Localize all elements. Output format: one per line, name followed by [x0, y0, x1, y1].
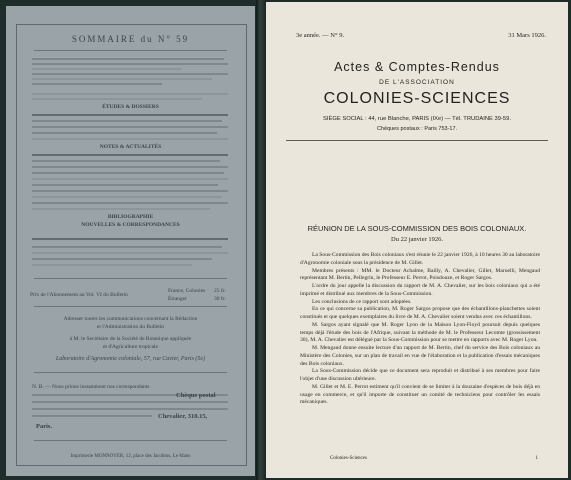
divider — [286, 140, 548, 141]
printer-line: Imprimerie MONNOYER, 12, place des Jacobins, Le Mans — [70, 454, 191, 459]
toc-line — [32, 83, 162, 85]
page-number: 1 — [535, 456, 538, 461]
left-page-contents — [6, 6, 255, 476]
toc-line — [32, 68, 182, 70]
postal-cheque: Chèques postaux : Paris 753-17. — [376, 126, 458, 132]
page-frame — [16, 24, 247, 466]
toc-line — [32, 126, 228, 128]
section-heading: NOTES & ACTUALITÉS — [99, 144, 162, 150]
masthead-subtitle: DE L'ASSOCIATION — [379, 79, 455, 86]
toc-line — [32, 190, 228, 192]
subscription-label: Prix de l'Abonnement au Vol. VI du Bulletin — [30, 292, 128, 298]
toc-line — [32, 252, 228, 254]
subscription-foreign: Étranger — [168, 296, 187, 302]
toc-line — [32, 172, 224, 174]
paragraph: Les conclusions de ce rapport sont adoptées. — [312, 298, 412, 305]
toc-line — [32, 184, 218, 186]
toc-line — [32, 178, 228, 180]
toc-line — [32, 160, 220, 162]
address-line: à M. le Secrétaire de la Société de Botanique appliquée — [69, 336, 192, 342]
nb-note: N. B. — Nous prions instamment nos correspondants — [32, 384, 150, 390]
book-binding — [256, 0, 266, 480]
toc-line — [32, 78, 212, 80]
section-title: RÉUNION DE LA SOUS-COMMISSION DES BOIS COLONIAUX. — [307, 224, 527, 233]
text-line — [32, 401, 228, 403]
cheque-name: Chevalier, 310.15, — [158, 413, 208, 420]
masthead-title: Actes & Comptes-Rendus — [334, 60, 500, 74]
contents-title: SOMMAIRE du N° 59 — [71, 34, 190, 44]
toc-line — [32, 202, 228, 204]
toc-line — [32, 73, 228, 75]
toc-line — [32, 98, 202, 100]
footer-journal: Colonies-Sciences — [330, 456, 367, 461]
address-line: Adresser toutes les communications concernant la Rédaction — [63, 316, 198, 322]
toc-line — [32, 196, 222, 198]
toc-line — [32, 208, 210, 210]
section-heading: BIBLIOGRAPHIE — [107, 214, 154, 220]
article-body — [300, 252, 540, 407]
paragraph: M. Gillet et M. E. Perrot estiment qu'il convient de se limiter à la douzaine d'espèces de bois déjà en usage en commerce, et qu'il importe de constituer un comité de techniciens pour contrôler les essais mécaniques. — [300, 383, 540, 406]
right-page — [266, 2, 568, 478]
paragraph: La Sous-Commission décide que ce document sera reproduit et distribué à ses membres pour faire l'objet d'une discussion ultérieure. — [300, 368, 540, 382]
divider — [34, 278, 227, 279]
divider — [34, 372, 227, 373]
subscription-france-price: 25 fr. — [214, 288, 226, 294]
issue-date: 31 Mars 1926. — [508, 32, 546, 39]
cheque-city: Paris. — [36, 423, 53, 430]
section-heading: NOUVELLES & CORRESPONDANCES — [81, 222, 180, 228]
toc-line — [32, 58, 224, 60]
masthead-association: COLONIES-SCIENCES — [323, 90, 511, 107]
address-line: et d'Agriculture tropicale — [102, 344, 159, 350]
toc-line — [32, 93, 228, 95]
paragraph: La Sous-Commission des Bois coloniaux s'est réunie le 22 janvier 1926, à 10 heures 30 au laboratoire d'Agronomie coloniale sous la présidence de M. Gillet. — [300, 252, 540, 266]
section-heading: ÉTUDES & DOSSIERS — [102, 104, 159, 110]
subscription-foreign-price: 30 fr. — [214, 296, 226, 302]
head-office: SIÈGE SOCIAL : 44, rue Blanche, PARIS (IXe) — Tél. TRUDAINE 39-59. — [323, 116, 511, 122]
toc-line — [32, 63, 228, 65]
cheque-postal: Chèque postal — [176, 392, 216, 399]
toc-line — [32, 264, 192, 266]
paragraph: M. Sargos ayant signalé que M. Roger Lyon de la Maison Lyon-Floyd poursuit depuis quelques temps déjà l'étude des bois de l'Afrique, suivant la méthode de M. le Professeur Lecomte (grossissement 30), M. A. Chevalier est délégué par la Sous-Commission pour se mettre en rapports avec M. Roger Lyon. — [300, 321, 540, 344]
section-date: Du 22 janvier 1926. — [391, 236, 443, 243]
paragraph: M. Mengaud donne ensuite lecture d'un rapport de M. Bertin, chef du service des Bois coloniaux au Ministère des Colonies, sur un plan de travail en vue de l'élaboration et la publication d'essais mécaniques des Bois coloniaux. — [300, 345, 540, 367]
address-line: et l'Administration du Bulletin — [96, 324, 165, 330]
subscription-france: France, Colonies — [168, 288, 206, 294]
issue-number: 3e année. — N° 9. — [296, 32, 345, 39]
toc-line — [32, 238, 228, 240]
paragraph: L'ordre du jour appelle la discussion du rapport de M. A. Chevalier, sur les bois coloniaux qui a été imprimé et distribué aux membres de la Sous-Commission. — [300, 283, 540, 297]
paragraph: En ce qui concerne sa publication, M. Roger Sargos propose que des échantillons-planchettes soient constitués et que quelques exemplaires du livre de M. A. Chevalier soient vendus avec ces échantillons. — [300, 306, 540, 320]
text-line — [32, 408, 228, 410]
toc-line — [32, 138, 228, 140]
paragraph: Membres présents : MM. le Docteur Achalme, Bailly, A. Chevalier, Gillet, Maruelli, Mengaud représentant M. Bertin, Pellegrin, le Professeur E. Perrot, Poisdouze, et Roger Sargos. — [300, 267, 540, 282]
toc-line — [32, 132, 217, 134]
toc-line — [32, 258, 212, 260]
address-line: Laboratoire d'Agronomie coloniale, 57, rue Cuvier, Paris (5e) — [55, 356, 206, 362]
text-line — [32, 415, 152, 417]
divider — [34, 306, 227, 307]
toc-line — [32, 154, 228, 156]
divider — [34, 50, 227, 51]
toc-line — [32, 246, 222, 248]
toc-line — [32, 120, 222, 122]
toc-line — [32, 114, 228, 116]
toc-line — [32, 166, 228, 168]
divider — [34, 440, 227, 441]
